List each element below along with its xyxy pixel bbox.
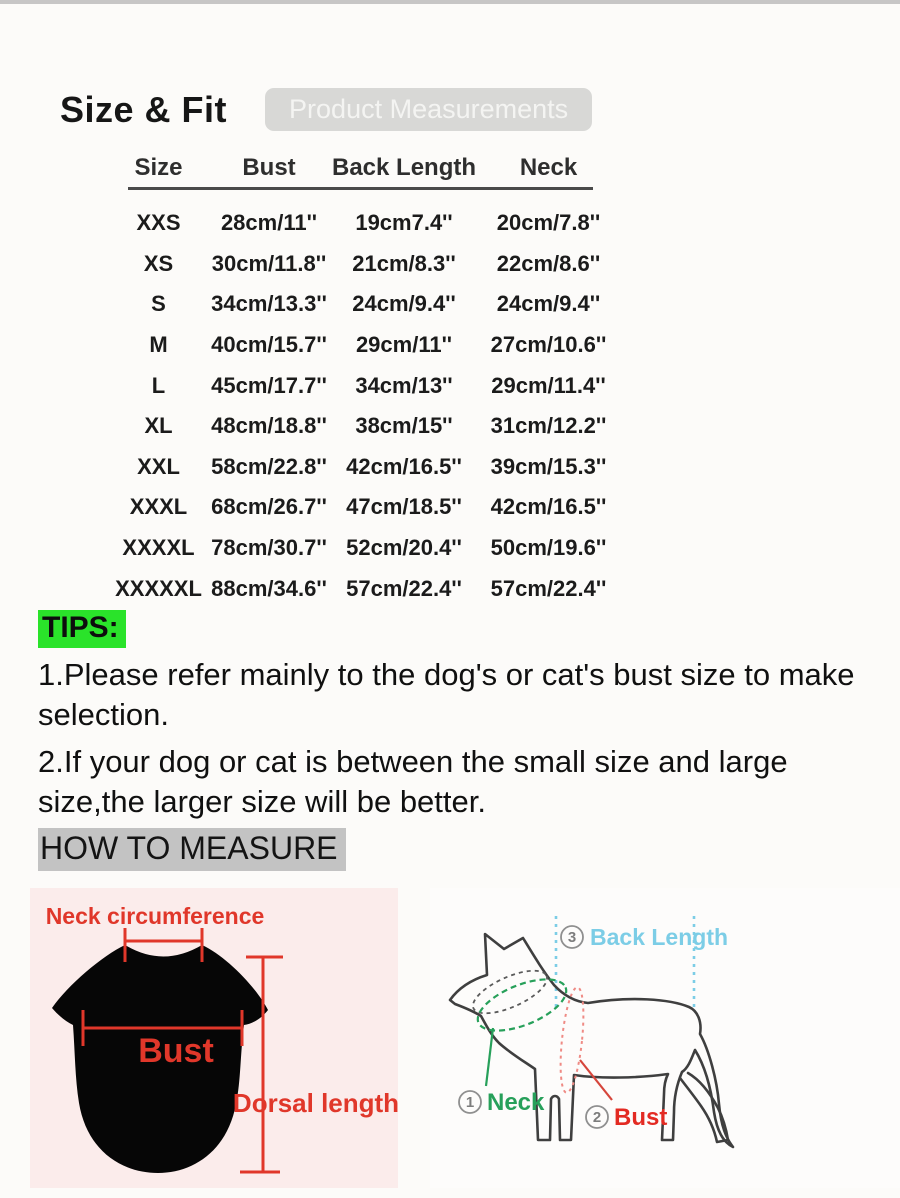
tips-section: [38, 610, 872, 822]
cell-neck: 42cm/16.5'': [490, 494, 607, 520]
cell-size: S: [151, 291, 166, 317]
column-header: Bust: [242, 154, 296, 181]
cell-neck: 57cm/22.4'': [490, 575, 607, 601]
shirt-bust-label: Bust: [138, 1032, 214, 1070]
column-header: Back Length: [331, 154, 477, 181]
dog-diagram: [430, 888, 900, 1188]
cell-back-length: 34cm/13'': [355, 372, 453, 398]
product-measurements-badge[interactable]: Product Measurements: [265, 88, 592, 131]
table-row: [110, 365, 620, 406]
table-row: [110, 406, 620, 447]
table-row: [110, 325, 620, 366]
cell-bust: 34cm/13.3'': [211, 291, 327, 317]
cell-bust: 58cm/22.8'': [211, 453, 327, 479]
cell-neck: 39cm/15.3'': [490, 453, 607, 479]
shirt-dorsal-label: Dorsal length: [232, 1088, 400, 1118]
table-row: [110, 487, 620, 528]
neck-pointer-line: [486, 1028, 493, 1086]
back-length-number: 3: [567, 929, 577, 946]
measurements-table: [110, 154, 620, 182]
cell-size: XXXL: [129, 494, 188, 520]
table-row: [110, 244, 620, 285]
cell-bust: 45cm/17.7'': [211, 372, 327, 398]
tip-item: 2.If your dog or cat is between the small size and large size,the larger size will be better.: [38, 744, 788, 819]
shirt-diagram: [30, 888, 398, 1188]
cell-neck: 29cm/11.4'': [491, 372, 606, 398]
cell-neck: 24cm/9.4'': [496, 291, 601, 317]
tips-heading: TIPS:: [38, 610, 126, 648]
page-title: Size & Fit: [60, 88, 228, 130]
cell-back-length: 38cm/15'': [355, 413, 453, 439]
table-body: [110, 203, 620, 609]
column-header: Size: [134, 154, 183, 181]
cell-bust: 40cm/15.7'': [211, 332, 327, 358]
cell-size: XXS: [136, 210, 181, 236]
dog-back-length-label: Back Length: [590, 924, 729, 950]
cell-size: XS: [143, 250, 174, 276]
cell-back-length: 47cm/18.5'': [346, 494, 462, 520]
cell-neck: 31cm/12.2'': [490, 413, 607, 439]
cell-bust: 28cm/11'': [220, 210, 318, 236]
collar-dashed-ellipse: [467, 962, 552, 1022]
table-header-rule: [128, 187, 593, 190]
neck-measure-ellipse: [471, 969, 573, 1041]
bust-measure-ellipse: [557, 986, 588, 1094]
cell-size: L: [151, 372, 166, 398]
cell-size: XXXXXL: [115, 575, 202, 601]
size-fit-header: [60, 88, 592, 131]
table-header-row: [110, 154, 620, 182]
table-row: [110, 568, 620, 609]
dog-bust-label: Bust: [614, 1104, 668, 1131]
tips-list: [38, 655, 872, 822]
cell-neck: 50cm/19.6'': [490, 535, 607, 561]
dog-neck-label: Neck: [487, 1089, 545, 1116]
column-header: Neck: [519, 154, 578, 181]
cell-size: XL: [144, 413, 173, 439]
cell-back-length: 21cm/8.3'': [352, 250, 456, 276]
cell-bust: 48cm/18.8'': [211, 413, 327, 439]
cell-back-length: 24cm/9.4'': [352, 291, 456, 317]
cell-back-length: 57cm/22.4'': [346, 575, 462, 601]
cell-bust: 88cm/34.6'': [211, 575, 327, 601]
cell-neck: 27cm/10.6'': [490, 332, 607, 358]
cell-size: XXL: [137, 453, 180, 479]
how-to-measure-section: [38, 828, 346, 871]
table-row: [110, 203, 620, 244]
cell-neck: 20cm/7.8'': [496, 210, 601, 236]
neck-number: 1: [465, 1094, 475, 1111]
cell-back-length: 52cm/20.4'': [346, 535, 462, 561]
image-top-edge: [0, 0, 900, 4]
cell-size: XXXXL: [122, 535, 195, 561]
bust-pointer-line: [580, 1060, 612, 1100]
table-row: [110, 447, 620, 488]
cell-size: M: [149, 332, 168, 358]
shirt-neck-label: Neck circumference: [45, 903, 265, 929]
bust-number: 2: [592, 1109, 602, 1126]
measure-diagrams: [30, 888, 900, 1188]
cell-back-length: 42cm/16.5'': [346, 453, 462, 479]
table-row: [110, 528, 620, 569]
how-to-measure-heading: HOW TO MEASURE: [38, 828, 346, 871]
cell-neck: 22cm/8.6'': [496, 250, 601, 276]
table-row: [110, 284, 620, 325]
tip-item: 1.Please refer mainly to the dog's or cat's bust size to make selection.: [38, 657, 855, 732]
cell-bust: 68cm/26.7'': [211, 494, 327, 520]
cell-bust: 30cm/11.8'': [211, 250, 327, 276]
cell-back-length: 29cm/11'': [355, 332, 453, 358]
cell-bust: 78cm/30.7'': [211, 535, 327, 561]
cell-back-length: 19cm7.4'': [355, 210, 453, 236]
